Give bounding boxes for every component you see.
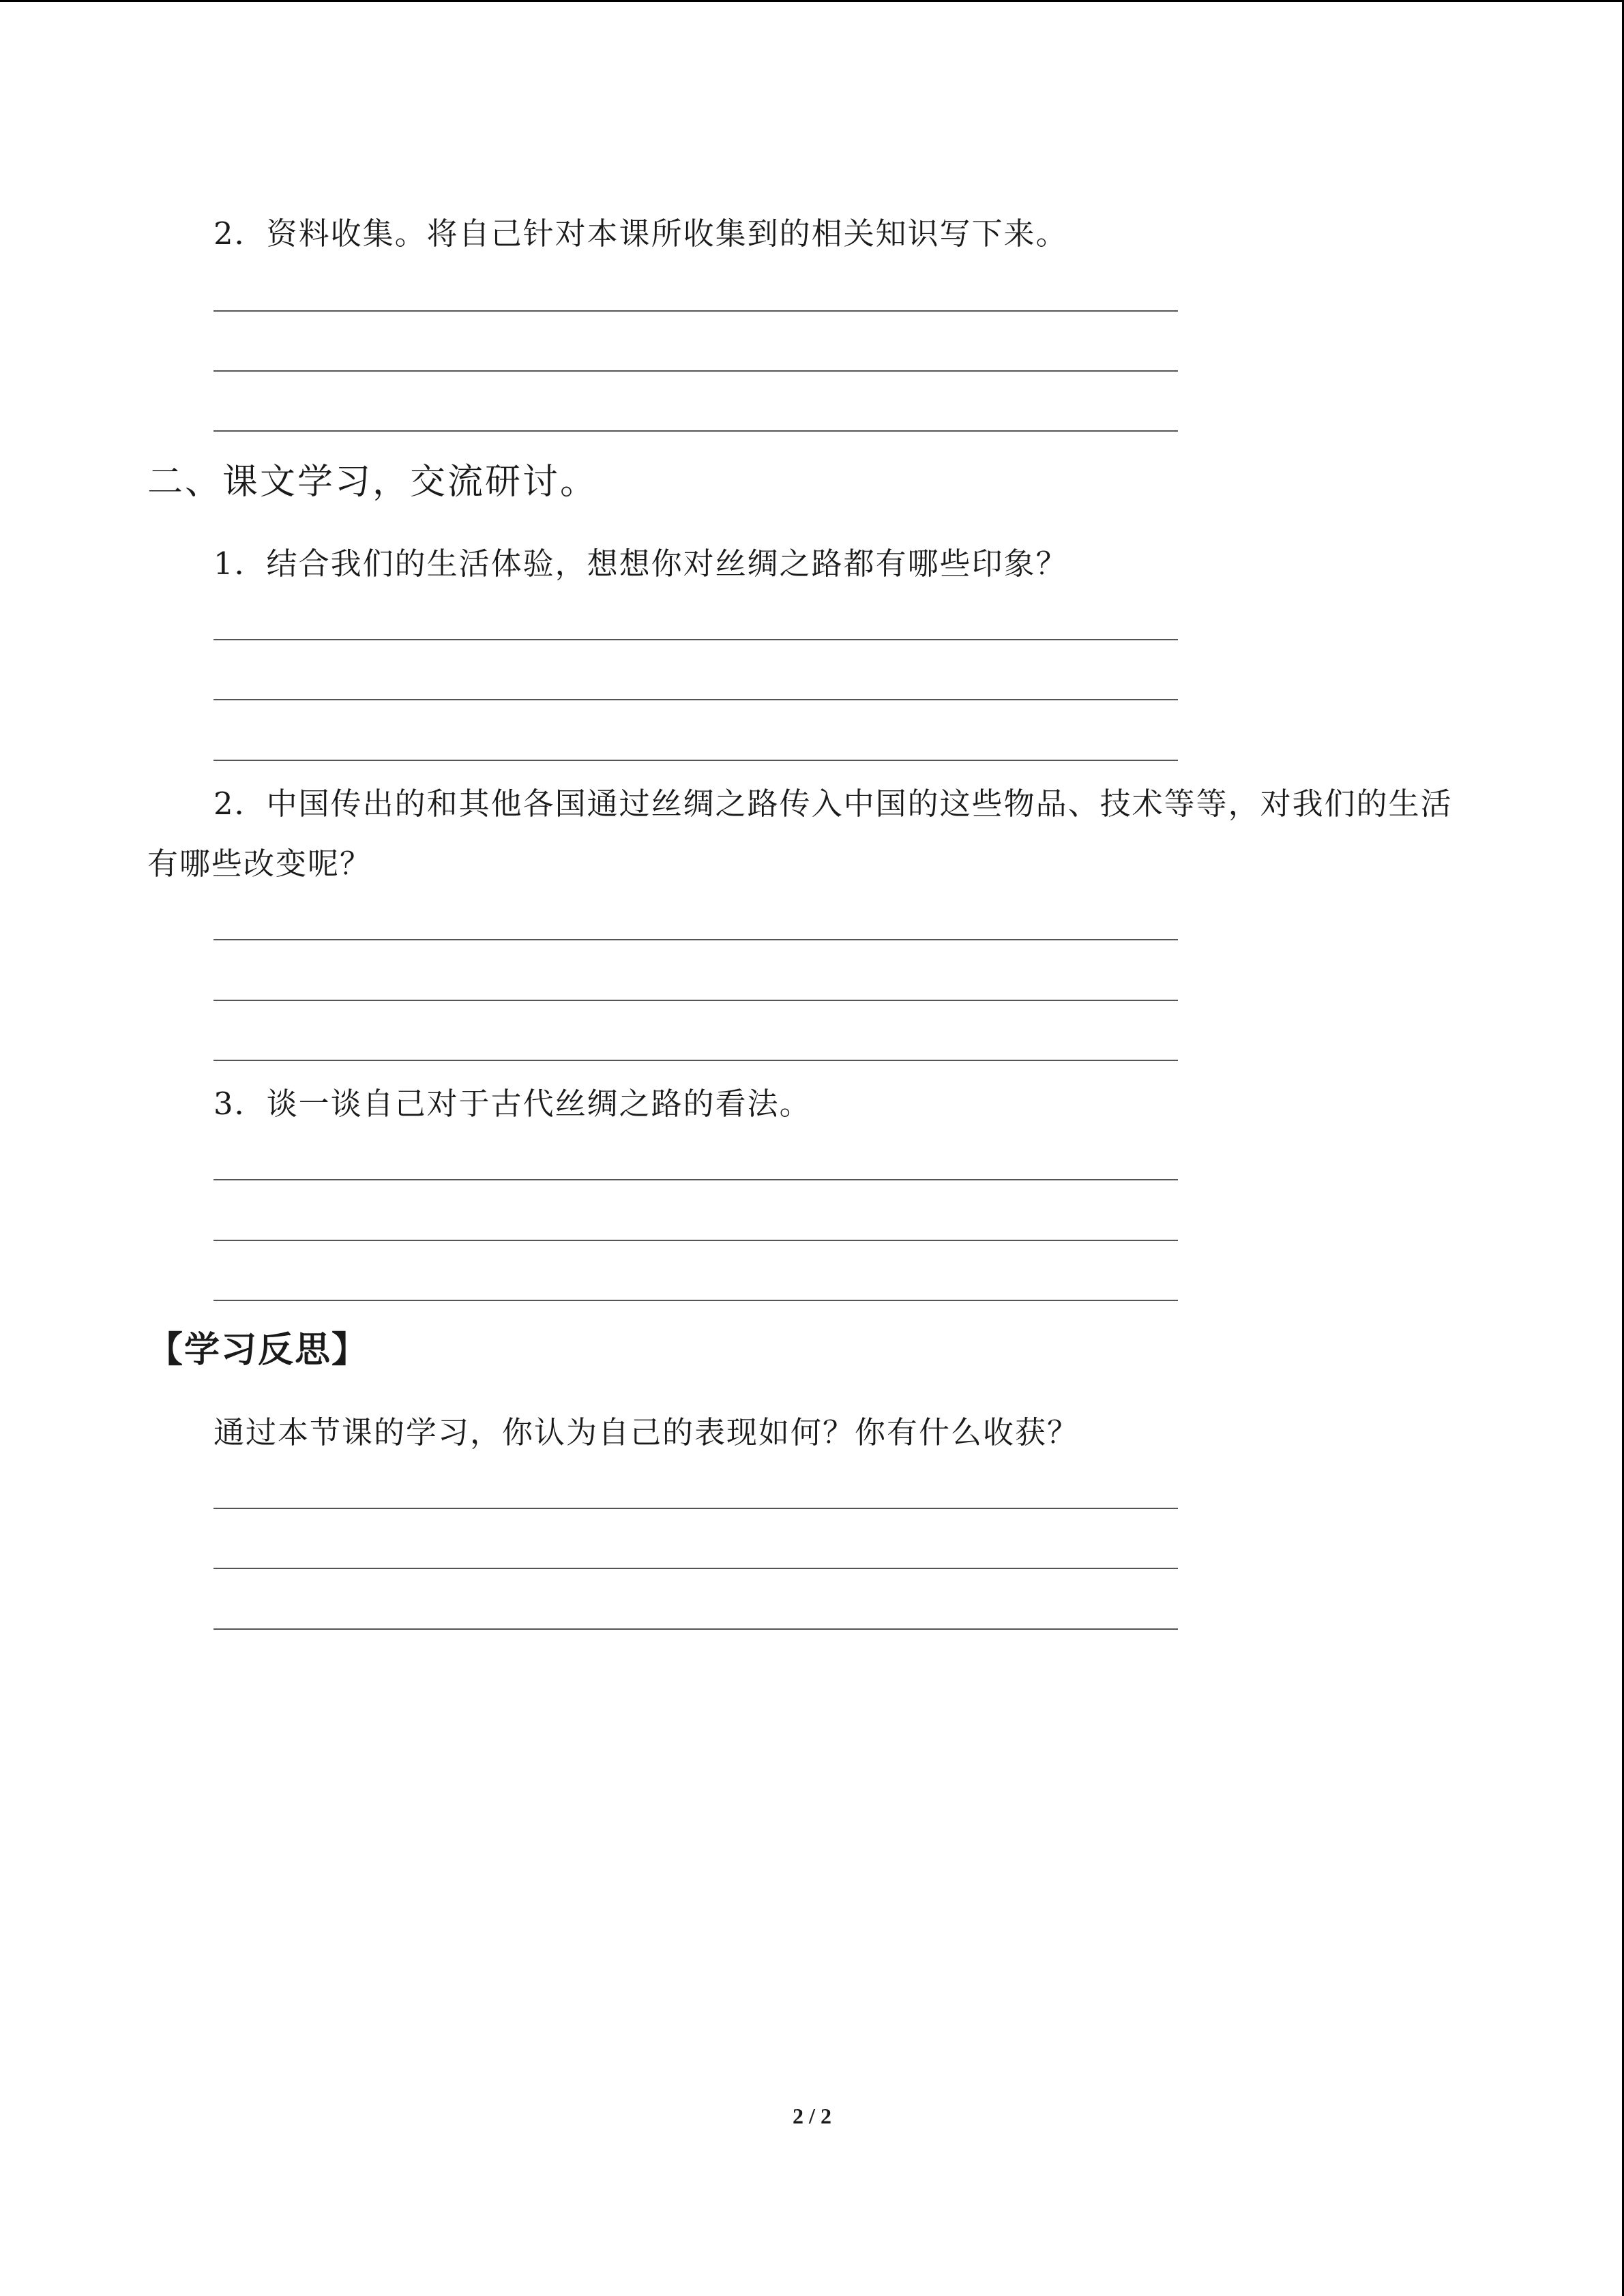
question-goods-impact-line2: 有哪些改变呢？ — [147, 846, 372, 882]
question-materials-collection: 2．资料收集。将自己针对本课所收集到的相关知识写下来。 — [213, 215, 1068, 252]
answer-line[interactable] — [213, 370, 1178, 372]
question-silk-road-impressions: 1．结合我们的生活体验，想想你对丝绸之路都有哪些印象？ — [213, 546, 1068, 582]
question-ancient-silk-road-views: 3．谈一谈自己对于古代丝绸之路的看法。 — [213, 1086, 812, 1122]
answer-line[interactable] — [213, 760, 1178, 761]
answer-line[interactable] — [213, 1000, 1178, 1001]
reflection-heading: 【学习反思】 — [147, 1330, 369, 1371]
page-border-top — [0, 0, 1624, 2]
answer-line[interactable] — [213, 310, 1178, 312]
answer-line[interactable] — [213, 1508, 1178, 1509]
answer-line[interactable] — [213, 639, 1178, 640]
answer-line[interactable] — [213, 430, 1178, 432]
reflection-prompt: 通过本节课的学习，你认为自己的表现如何？你有什么收获？ — [213, 1414, 1080, 1450]
answer-line[interactable] — [213, 939, 1178, 940]
answer-line[interactable] — [213, 699, 1178, 700]
answer-line[interactable] — [213, 1179, 1178, 1180]
answer-line[interactable] — [213, 1240, 1178, 1241]
answer-line[interactable] — [213, 1568, 1178, 1569]
answer-line[interactable] — [213, 1060, 1178, 1061]
section-heading-text-study: 二、课文学习，交流研讨。 — [147, 462, 598, 503]
question-goods-impact-line1: 2．中国传出的和其他各国通过丝绸之路传入中国的这些物品、技术等等，对我们的生活 — [213, 786, 1453, 822]
answer-line[interactable] — [213, 1300, 1178, 1301]
page-number: 2 / 2 — [793, 2104, 831, 2128]
answer-line[interactable] — [213, 1628, 1178, 1630]
